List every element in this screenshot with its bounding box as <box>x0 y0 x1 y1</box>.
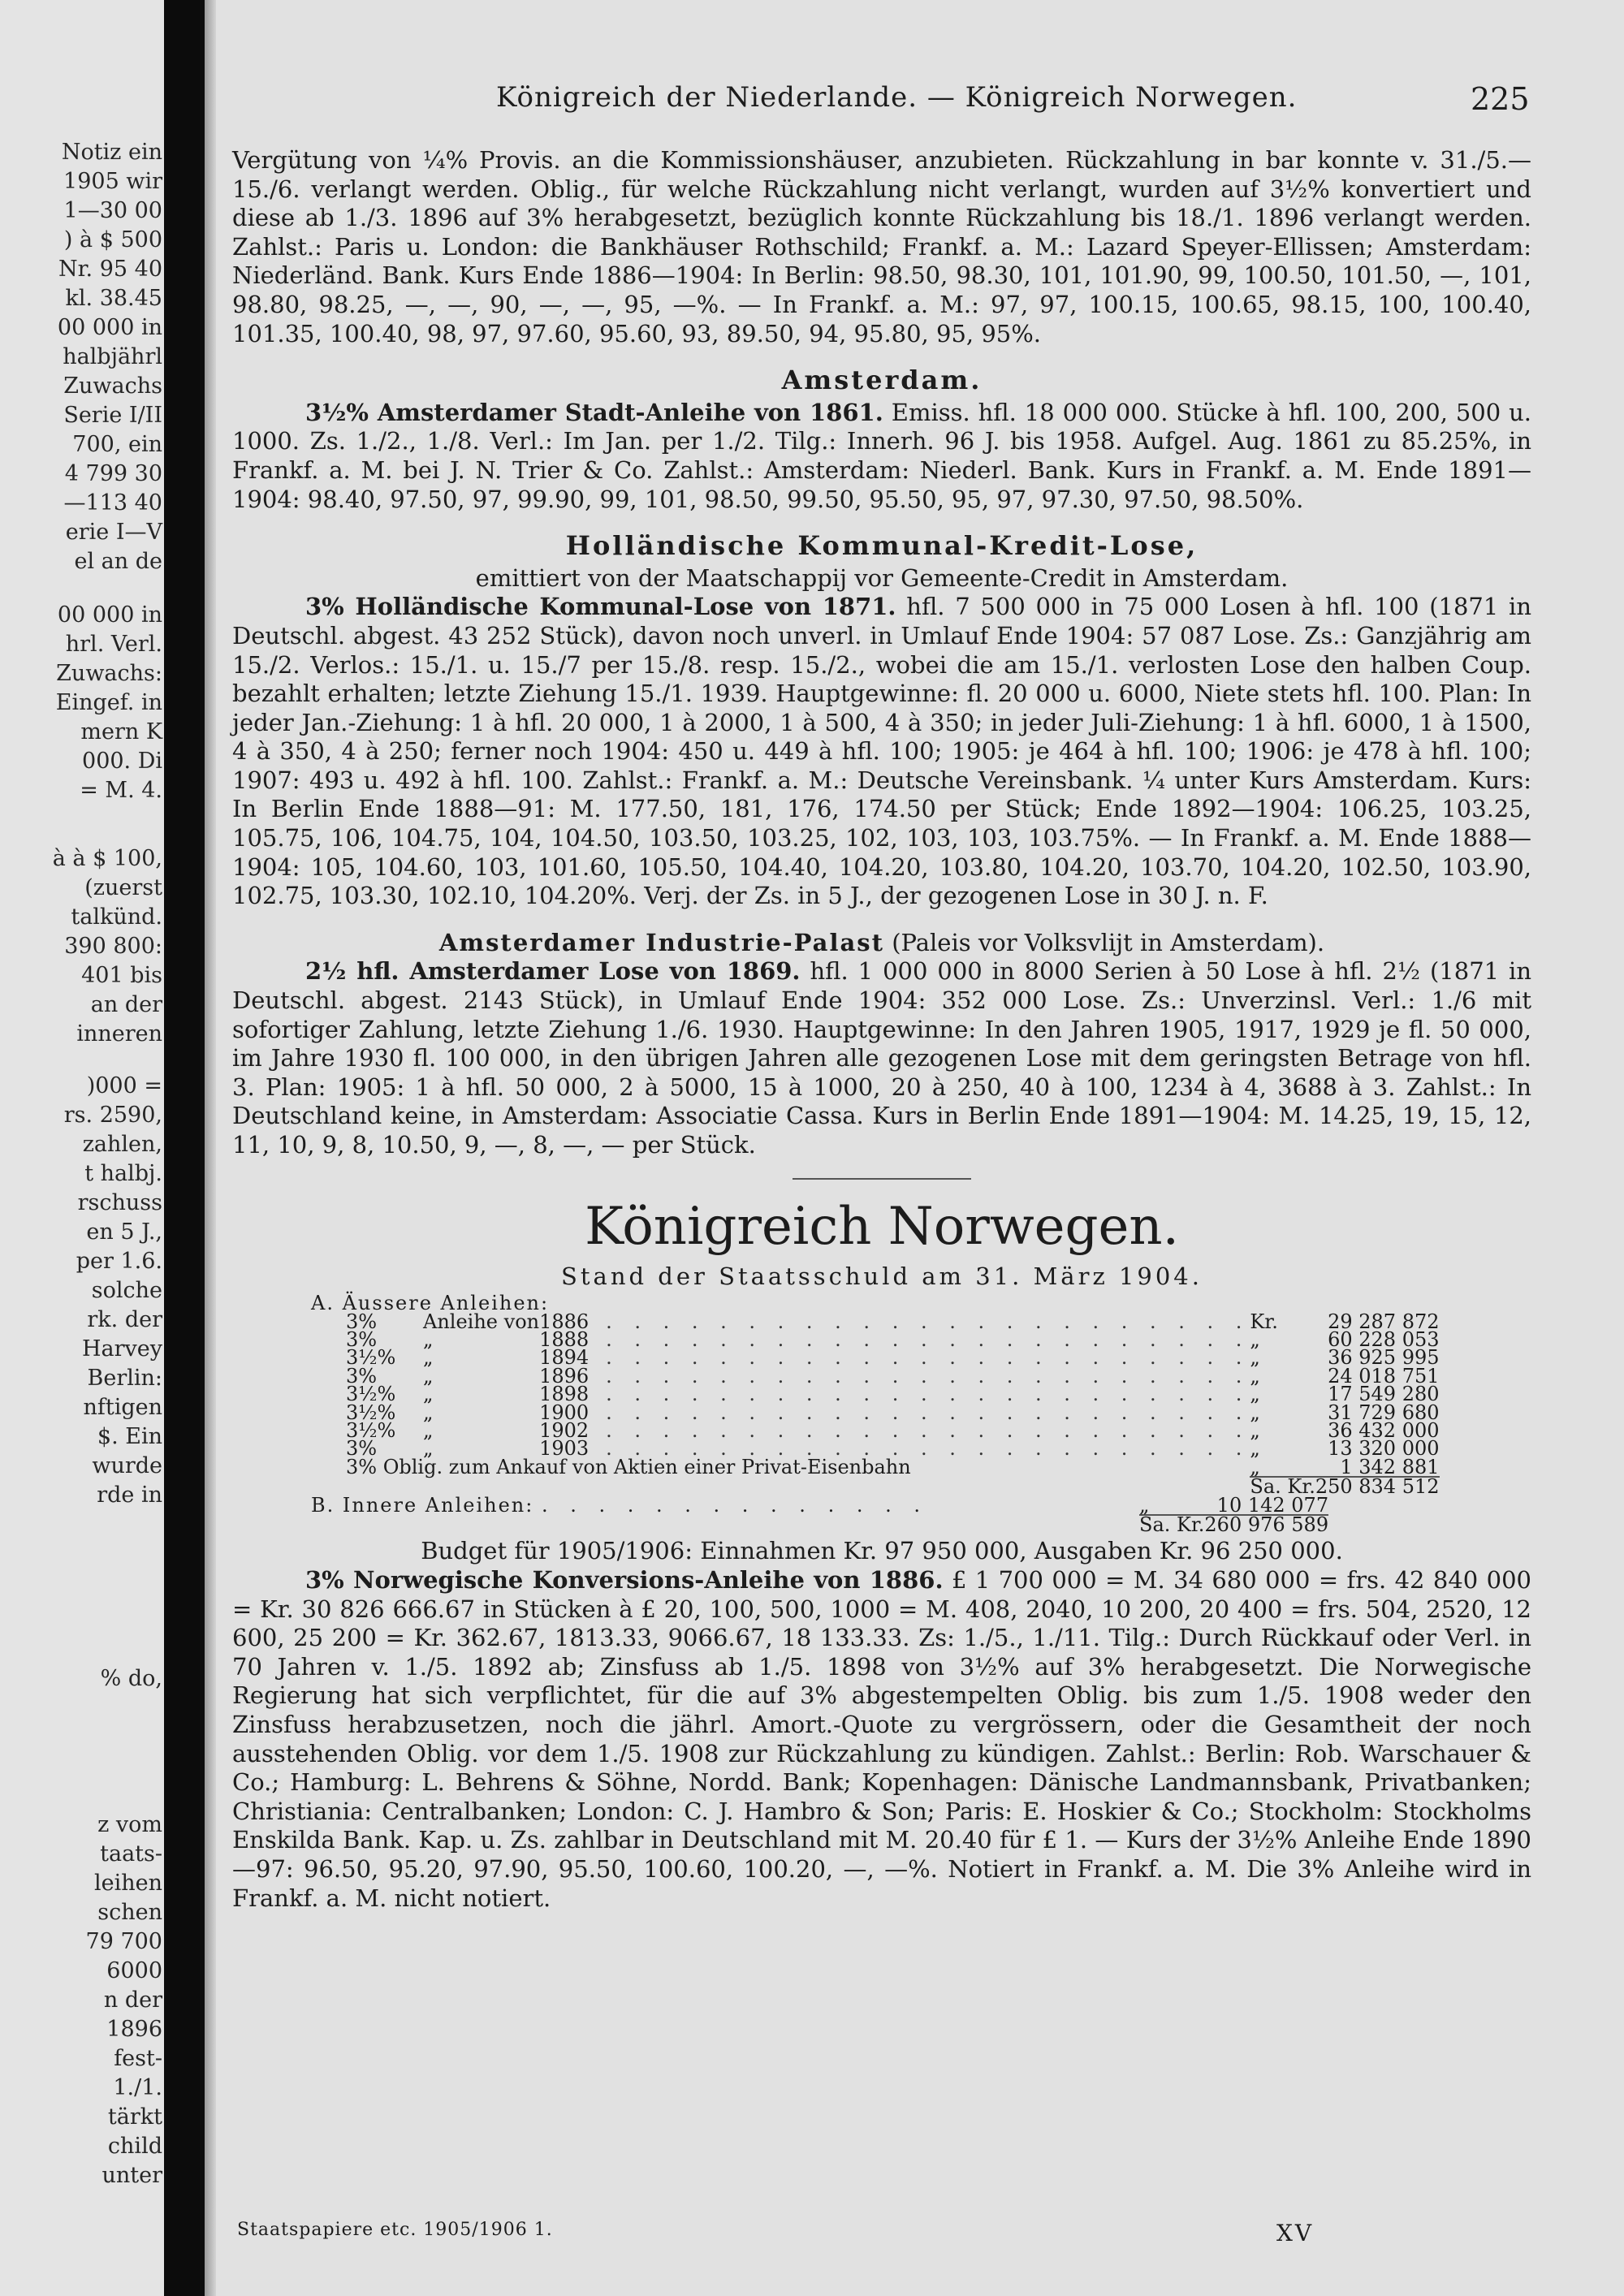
debt-rate: 3½% <box>346 1419 396 1443</box>
adjacent-page-text-fragment: (zuerst <box>84 875 162 900</box>
kommunal-subline: emittiert von der Maatschappij vor Gemeente-Credit in Amsterdam. <box>475 563 1289 592</box>
debt-year: 1898 <box>539 1383 590 1406</box>
adjacent-page-text-fragment: Eingef. in <box>55 690 162 715</box>
adjacent-page-text-fragment: 00 000 in <box>57 315 162 340</box>
adjacent-page-text-fragment: 390 800: <box>64 934 162 959</box>
debt-row <box>346 1404 1440 1422</box>
debt-kind: „ <box>423 1328 434 1351</box>
adjacent-page-text-fragment: à à $ 100, <box>52 846 162 871</box>
debt-rate: 3½% <box>346 1400 396 1424</box>
oblig-row <box>346 1458 1440 1477</box>
debt-row <box>346 1331 1440 1349</box>
adjacent-page-text-fragment: hrl. Verl. <box>65 632 162 657</box>
adjacent-page-text-fragment: kl. 38.45 <box>65 286 162 311</box>
adjacent-page-text-fragment: n der <box>103 1987 162 2013</box>
adjacent-page-text-fragment: 6000 <box>106 1958 162 1983</box>
industrie-heading-line <box>232 929 1531 958</box>
adjacent-page-text-fragment: ) à $ 500 <box>63 227 162 252</box>
section-divider <box>793 1178 971 1180</box>
debt-kind: „ <box>423 1346 434 1370</box>
adjacent-page-text-fragment: Zuwachs: <box>56 661 162 686</box>
adjacent-page-text-fragment: Berlin: <box>87 1366 162 1391</box>
debt-row <box>346 1313 1440 1331</box>
adjacent-page-text-fragment: erie I—V <box>65 520 162 545</box>
adjacent-page-text-fragment: child <box>107 2134 162 2159</box>
adjacent-page-text-fragment: per 1.6. <box>76 1249 162 1274</box>
debt-year: 1900 <box>539 1400 590 1424</box>
adjacent-page-text-fragment: taats- <box>100 1841 162 1867</box>
debt-kind: Anleihe von <box>423 1310 540 1333</box>
inner-currency: „ <box>1139 1493 1150 1517</box>
adjacent-page-text-fragment: Zuwachs <box>63 373 162 399</box>
debt-currency: „ <box>1250 1419 1260 1443</box>
page-content <box>232 146 1531 1913</box>
adjacent-page-text-fragment: % do, <box>100 1666 162 1691</box>
debt-amount: 60 228 053 <box>1328 1328 1440 1351</box>
debt-year: 1896 <box>539 1364 590 1388</box>
footer-sheet-number: XV <box>1276 2220 1315 2246</box>
debt-leader-dots: . . . . . . . . . . . . . . . . . . . . . . . <box>606 1312 1250 1331</box>
debt-currency: „ <box>1250 1437 1260 1461</box>
debt-kind: „ <box>423 1419 434 1443</box>
debt-currency: „ <box>1250 1346 1260 1370</box>
debt-amount: 29 287 872 <box>1328 1310 1440 1333</box>
debt-amount: 17 549 280 <box>1328 1383 1440 1406</box>
sum-a-currency: Sa. Kr. <box>1250 1475 1315 1499</box>
debt-currency: „ <box>1250 1364 1260 1388</box>
adjacent-page-text-fragment: Harvey <box>81 1336 162 1362</box>
sum-a-amount: 250 834 512 <box>1315 1475 1440 1499</box>
adjacent-page-text-fragment: —113 40 <box>63 490 162 516</box>
debt-leader-dots: . . . . . . . . . . . . . . . . . . . . . . . <box>606 1385 1250 1404</box>
adjacent-page-text-fragment: z vom <box>97 1812 162 1837</box>
adjacent-page-text-fragment: 00 000 in <box>57 602 162 628</box>
debt-rate: 3% <box>346 1364 378 1388</box>
debt-year: 1902 <box>539 1419 590 1443</box>
debt-year: 1888 <box>539 1328 590 1351</box>
internal-loans-table <box>232 1493 1329 1537</box>
section-heading-kommunal: Holländische Kommunal-Kredit-Lose, <box>565 530 1199 562</box>
country-title: Königreich Norwegen. <box>585 1196 1179 1257</box>
debt-currency: Kr. <box>1250 1310 1278 1333</box>
industrie-loan-title: 2½ hfl. Amsterdamer Lose von 1869. <box>305 957 801 986</box>
adjacent-page-text-fragment: rde in <box>97 1482 162 1508</box>
adjacent-page-text-fragment: en 5 J., <box>86 1219 162 1245</box>
debt-amount: 24 018 751 <box>1328 1364 1440 1388</box>
debt-rate: 3% <box>346 1328 378 1351</box>
debt-subtitle: Stand der Staatsschuld am 31. März 1904. <box>561 1262 1203 1290</box>
external-loans-table <box>346 1310 1440 1499</box>
kommunal-loan-title: 3% Holländische Kommunal-Lose von 1871. <box>305 593 896 621</box>
section-heading-industrie: Amsterdamer Industrie-Palast <box>438 928 884 956</box>
oblig-currency: „ <box>1250 1455 1260 1478</box>
adjacent-page-text-fragment: 1./1. <box>113 2075 162 2100</box>
adjacent-page-text-fragment: $. Ein <box>97 1424 162 1449</box>
adjacent-page-text-fragment: 79 700 <box>85 1929 162 1954</box>
debt-year: 1894 <box>539 1346 590 1370</box>
debt-leader-dots: . . . . . . . . . . . . . . . . . . . . . . . <box>606 1439 1250 1458</box>
page-number: 225 <box>1471 81 1530 117</box>
inner-amount: 10 142 077 <box>1216 1493 1329 1517</box>
adjacent-page-text-fragment: wurde <box>92 1453 162 1478</box>
group-a-label: A. Äussere Anleihen: <box>311 1292 550 1315</box>
total-gap <box>1023 1515 1139 1534</box>
debt-amount: 31 729 680 <box>1328 1400 1440 1424</box>
adjacent-page-text-fragment: an der <box>90 992 162 1017</box>
total-spacer <box>232 1515 1023 1534</box>
debt-currency: „ <box>1250 1328 1260 1351</box>
debt-amount: 13 320 000 <box>1328 1437 1440 1461</box>
adjacent-page-text-fragment: nftigen <box>83 1395 162 1420</box>
book-binding-gutter <box>164 0 205 2296</box>
adjacent-page-text-fragment: 4 799 30 <box>64 461 162 486</box>
kommunal-paragraph <box>232 593 1531 911</box>
norwegen-loan-title: 3% Norwegische Konversions-Anleihe von 1886. <box>305 1566 944 1595</box>
adjacent-page-text-fragment: rschuss <box>77 1190 162 1215</box>
footer-signature: Staatspapiere etc. 1905/1906 1. <box>237 2220 553 2240</box>
sum-a-spacer <box>346 1477 1250 1495</box>
oblig-amount: 1 342 881 <box>1340 1455 1440 1478</box>
amsterdam-loan-text: Emiss. hfl. 18 000 000. Stücke à hfl. 100, 200, 500 u. 1000. Zs. 1./2., 1./8. Verl.: Im Jan. per 1./2. Tilg.: Innerh. 96 J. bis 1958. Aufgel. Aug. 1861 zu 85.25%, in Frankf. a. M. bei J. N. Trier & Co. Zahlst.: Amsterdam: Niederl. Bank. Kurs in Frankf. a. M. Ende 1891—1904: 98.40, 97.50, 97, 99.90, 99, 101, 98.50, 99.50, 95.50, 95, 97, 97.30, 97.50, 98.50%. <box>232 398 1532 513</box>
adjacent-page-text-fragment: tärkt <box>107 2104 162 2130</box>
adjacent-page-text-fragment: fest- <box>114 2046 162 2071</box>
debt-kind: „ <box>423 1400 434 1424</box>
amsterdam-paragraph <box>232 399 1531 514</box>
adjacent-page-text-fragment: zahlen, <box>82 1132 162 1157</box>
adjacent-page-text-fragment: schen <box>97 1900 162 1925</box>
total-currency: Sa. Kr. <box>1139 1513 1205 1537</box>
adjacent-page-text-fragment: 1905 wir <box>63 169 162 194</box>
adjacent-page-text-fragment: mern K <box>80 719 162 744</box>
total-row <box>232 1515 1328 1534</box>
debt-leader-dots: . . . . . . . . . . . . . . . . . . . . . . . <box>606 1422 1250 1440</box>
adjacent-page-text-fragment: )000 = <box>86 1073 162 1098</box>
debt-kind: „ <box>423 1383 434 1406</box>
debt-leader-dots: . . . . . . . . . . . . . . . . . . . . . . . <box>606 1331 1250 1349</box>
adjacent-page-text-fragment: inneren <box>76 1021 162 1047</box>
industrie-paragraph <box>232 957 1531 1159</box>
adjacent-page-text-fragment: Serie I/II <box>63 403 162 428</box>
adjacent-page-text-fragment: halbjährl <box>63 344 162 369</box>
debt-currency: „ <box>1250 1383 1260 1406</box>
book-page <box>216 0 1624 2296</box>
kommunal-loan-text: hfl. 7 500 000 in 75 000 Losen à hfl. 100 (1871 in Deutschl. abgest. 43 252 Stück), davon noch unverl. in Umlauf Ende 1904: 57 087 Lose. Zs.: Ganzjährig am 15./2. Verlos.: 15./1. u. 15./7 per 15./8. resp. 15./2., wobei die am 15./1. verlosten Lose den halben Coup. bezahlt erhalten; letzte Ziehung 15./1. 1939. Hauptgewinne: fl. 20 000 u. 6000, Niete stets hfl. 100. Plan: In jeder Jan.-Ziehung: 1 à hfl. 20 000, 1 à 2000, 1 à 500, 4 à 350; in jeder Juli-Ziehung: 1 à hfl. 6000, 1 à 1500, 4 à 350, 4 à 250; ferner noch 1904: 450 u. 449 à hfl. 100; 1905: je 464 à hfl. 100; 1906: je 478 à hfl. 100; 1907: 493 u. 492 à hfl. 100. Zahlst.: Frankf. a. M.: Deutsche Vereinsbank. ¼ unter Kurs Amsterdam. Kurs: In Berlin Ende 1888—91: M. 177.50, 181, 176, 174.50 per Stück; Ende 1892—1904: 106.25, 103.25, 105.75, 106, 104.75, 104, 104.50, 103.50, 103.25, 102, 103, 103, 103.75%. — In Frankf. a. M. Ende 1888—1904: 105, 104.60, 103, 101.60, 105.50, 104.40, 104.20, 103.80, 104.20, 103.70, 104.20, 102.50, 103.90, 102.75, 103.30, 102.10, 104.20%. Verj. der Zs. in 5 J., der gezogenen Lose in 30 J. n. F. <box>232 593 1532 910</box>
debt-year: 1903 <box>539 1437 590 1461</box>
debt-currency: „ <box>1250 1400 1260 1424</box>
debt-year: 1886 <box>539 1310 590 1333</box>
adjacent-page-text-fragment: leihen <box>93 1871 162 1896</box>
adjacent-page-text-fragment: rk. der <box>87 1307 162 1332</box>
adjacent-page-text-fragment: t halbj. <box>84 1161 162 1186</box>
debt-kind: „ <box>423 1364 434 1388</box>
adjacent-page-text-fragment: unter <box>102 2163 162 2188</box>
total-amount: 260 976 589 <box>1204 1513 1329 1537</box>
adjacent-page-text-fragment: 000. Di <box>82 749 162 774</box>
industrie-loan-text: hfl. 1 000 000 in 8000 Serien à 50 Lose à hfl. 2½ (1871 in Deutschl. abgest. 2143 Stück), in Umlauf Ende 1904: 352 000 Lose. Zs.: Unverzinsl. Verl.: 1./6 mit sofortiger Zahlung, letzte Ziehung 1./6. 1930. Hauptgewinne: In den Jahren 1905, 1917, 1929 je fl. 50 000, im Jahre 1930 fl. 100 000, in den übrigen Jahren alle gezogenen Lose mit dem geringsten Betrage von hfl. 3. Plan: 1905: 1 à hfl. 50 000, 2 à 5000, 15 à 1000, 20 à 250, 40 à 100, 1234 à 4, 3688 à 3. Zahlst.: In Deutschland keine, in Amsterdam: Associatie Cassa. Kurs in Berlin Ende 1891—1904: M. 14.25, 19, 15, 12, 11, 10, 9, 8, 10.50, 9, —, 8, —, — per Stück. <box>232 957 1531 1159</box>
binding-shadow <box>205 0 216 2296</box>
amsterdam-loan-title: 3½% Amsterdamer Stadt-Anleihe von 1861. <box>305 398 883 426</box>
debt-amount: 36 432 000 <box>1328 1419 1440 1443</box>
oblig-label: 3% Oblig. zum Ankauf von Aktien einer Privat-Eisenbahn <box>346 1456 911 1479</box>
adjacent-page-text-fragment: 700, ein <box>72 432 162 457</box>
adjacent-page-text-fragment: Notiz ein <box>61 140 162 165</box>
debt-rate: 3½% <box>346 1383 396 1406</box>
adjacent-page-text-fragment: el an de <box>74 549 162 574</box>
adjacent-page-text-fragment: 401 bis <box>81 963 162 988</box>
industrie-heading-rest: (Paleis vor Volksvlijt in Amsterdam). <box>892 928 1325 956</box>
debt-row <box>346 1367 1440 1385</box>
intro-paragraph: Vergütung von ¼% Provis. an die Kommissionshäuser, anzubieten. Rückzahlung in bar konnte v. 31./5.—15./6. verlangt werden. Oblig., für welche Rückzahlung nicht verlangt, wurden auf 3½% konvertiert und diese ab 1./3. 1896 auf 3% herabgesetzt, bezüglich konnte Rückzahlung bis 18./1. 1896 verlangt werden. Zahlst.: Paris u. London: die Bankhäuser Rothschild; Frankf. a. M.: Lazard Speyer-Ellissen; Amsterdam: Niederländ. Bank. Kurs Ende 1886—1904: In Berlin: 98.50, 98.30, 101, 101.90, 99, 100.50, 101.50, —, 101, 98.80, 98.25, —, —, 90, —, —, 95, —%. — In Frankf. a. M.: 97, 97, 100.15, 100.65, 98.15, 100, 100.40, 101.35, 100.40, 98, 97, 97.60, 95.60, 93, 89.50, 94, 95.80, 95, 95%. <box>232 146 1531 347</box>
section-heading-amsterdam: Amsterdam. <box>781 365 983 396</box>
debt-table <box>232 1292 1531 1537</box>
group-b-row <box>232 1496 1328 1515</box>
page-header <box>216 81 1624 122</box>
adjacent-page-text-fragment: 1—30 00 <box>63 198 162 223</box>
adjacent-page-text-fragment: solche <box>91 1278 162 1303</box>
budget-line: Budget für 1905/1906: Einnahmen Kr. 97 950 000, Ausgaben Kr. 96 250 000. <box>421 1537 1343 1565</box>
debt-row <box>346 1422 1440 1439</box>
group-b-label: B. Innere Anleihen: <box>311 1494 534 1517</box>
adjacent-page-text-fragment: talkünd. <box>71 904 162 930</box>
debt-leader-dots: . . . . . . . . . . . . . . . . . . . . . . . <box>606 1403 1250 1422</box>
debt-leader-dots: . . . . . . . . . . . . . . . . . . . . . . . <box>606 1366 1250 1386</box>
debt-row <box>346 1349 1440 1366</box>
debt-leader-dots: . . . . . . . . . . . . . . . . . . . . . . . <box>606 1349 1250 1367</box>
group-b-dots: . . . . . . . . . . . . . . <box>541 1494 928 1517</box>
debt-rate: 3% <box>346 1310 378 1333</box>
debt-amount: 36 925 995 <box>1328 1346 1440 1370</box>
debt-rate: 3½% <box>346 1346 396 1370</box>
adjacent-page-text-fragment: rs. 2590, <box>63 1103 162 1128</box>
adjacent-page-text-fragment: Nr. 95 40 <box>58 257 162 282</box>
adjacent-page-fragment <box>0 0 164 2296</box>
group-b-cell <box>232 1496 1023 1515</box>
norwegen-paragraph <box>232 1566 1531 1913</box>
running-title: Königreich der Niederlande. — Königreich Norwegen. <box>496 81 1298 114</box>
adjacent-page-text-fragment: = M. 4. <box>80 778 162 803</box>
group-b-gap <box>1023 1496 1139 1515</box>
adjacent-page-text-fragment: 1896 <box>106 2017 162 2042</box>
debt-kind: „ <box>423 1437 434 1461</box>
norwegen-loan-text: £ 1 700 000 = M. 34 680 000 = frs. 42 840 000 = Kr. 30 826 666.67 in Stücken à £ 20, 100, 500, 1000 = M. 408, 2040, 10 200, 20 400 = frs. 504, 2520, 12 600, 25 200 = Kr. 362.67, 1813.33, 9066.67, 18 133.33. Zs: 1./5., 1./11. Tilg.: Durch Rückkauf oder Verl. in 70 Jahren v. 1./5. 1892 ab; Zinsfuss ab 1./5. 1898 von 3½% auf 3% herabgesetzt. Die Norwegische Regierung hat sich verpflichtet, für die auf 3% abgestempelten Oblig. bis zum 1./5. 1908 weder den Zinsfuss herabzusetzen, noch die jährl. Amort.-Quote zu vergrössern, oder die Gesamtheit der noch ausstehenden Oblig. vor dem 1./5. 1908 zur Rückzahlung zu kündigen. Zahlst.: Berlin: Rob. Warschauer & Co.; Hamburg: L. Behrens & Söhne, Nordd. Bank; Kopenhagen: Dänische Landmannsbank, Privatbanken; Christiania: Centralbanken; London: C. J. Hambro & Son; Paris: E. Hoskier & Co.; Stockholm: Stockholms Enskilda Bank. Kap. u. Zs. zahlbar in Deutschland mit M. 20.40 für £ 1. — Kurs der 3½% Anleihe Ende 1890—97: 96.50, 95.20, 97.90, 95.50, 100.60, 100.20, —, —%. Notiert in Frankf. a. M. Die 3% Anleihe wird in Frankf. a. M. nicht notiert. <box>232 1566 1531 1912</box>
debt-row <box>346 1385 1440 1403</box>
debt-rate: 3% <box>346 1437 378 1461</box>
